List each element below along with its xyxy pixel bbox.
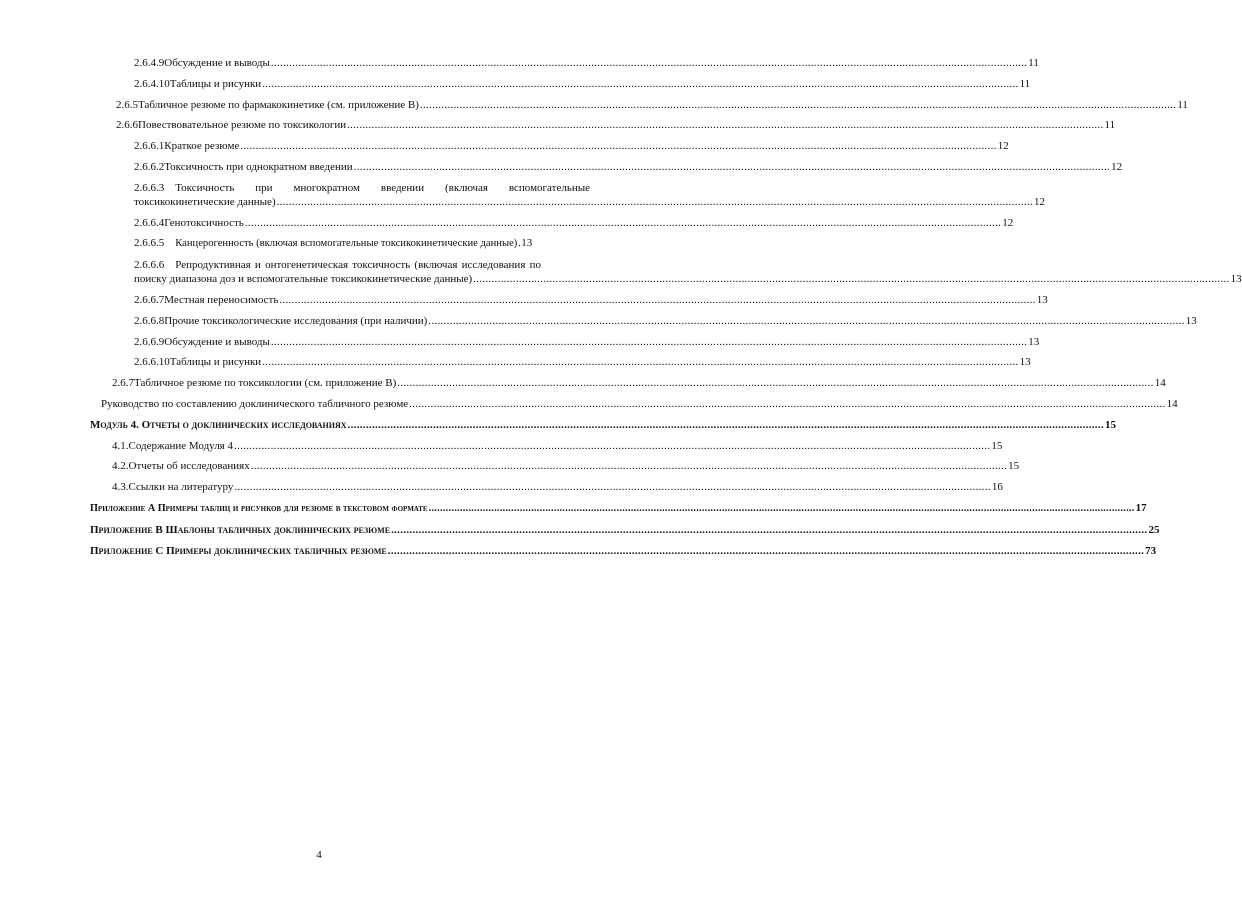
toc-number: 2.6.6.4 (134, 216, 165, 229)
leader-dots (262, 77, 1018, 91)
toc-number: 2.6.7 (112, 377, 134, 390)
toc-page: 14 (1166, 397, 1178, 410)
toc-title: Руководство по составлению доклинического табличного резюме (101, 397, 409, 410)
leader-dots (251, 459, 1007, 473)
toc-number: 2.6.4.9 (134, 57, 165, 69)
toc-page: 12 (1002, 216, 1014, 229)
toc-entry[interactable] (90, 139, 1009, 153)
toc-entry[interactable] (90, 118, 1116, 132)
toc-entry-appendix-b[interactable] (90, 523, 1160, 537)
toc-title: Отчеты об исследованиях (128, 460, 250, 473)
leader-dots (348, 418, 1104, 432)
toc-page: 13 (1230, 273, 1242, 286)
toc-page: 73 (1145, 544, 1157, 557)
toc-entry[interactable] (90, 236, 590, 251)
leader-dots (388, 544, 1144, 558)
toc-entry-appendix-a[interactable] (90, 501, 1147, 516)
toc-page: 11 (1104, 119, 1116, 132)
toc-entry[interactable] (90, 439, 1003, 453)
toc-page: 15 (991, 439, 1003, 452)
leader-dots (354, 160, 1110, 174)
toc-page: 15 (1008, 460, 1020, 473)
toc-number: 4.2. (112, 460, 129, 473)
toc-title: Табличное резюме по токсикологии (см. приложение В) (134, 377, 397, 390)
toc-entry[interactable] (90, 355, 1031, 369)
toc-number: 2.6.5 (116, 98, 138, 111)
toc-entry[interactable] (90, 459, 1020, 473)
toc-title: Прочие токсикологические исследования (при наличии) (164, 314, 428, 327)
toc-entry[interactable] (90, 216, 1014, 230)
leader-dots (391, 523, 1147, 537)
toc-entry[interactable] (90, 376, 1166, 390)
leader-dots (240, 139, 996, 153)
toc-number: 2.6.6.5 (134, 237, 165, 250)
toc-page: 16 (991, 481, 1003, 494)
toc-page: 13 (1028, 335, 1040, 348)
toc-number: 2.6.6.9 (134, 335, 165, 348)
toc-entry[interactable] (90, 293, 1048, 307)
leader-dots (409, 397, 1165, 411)
toc-page: 12 (1034, 195, 1046, 208)
leader-dots (420, 98, 1176, 112)
toc-title: Таблицы и рисунки (169, 77, 262, 90)
toc-number: 4.3. (112, 481, 129, 494)
toc-page: 12 (997, 140, 1009, 153)
toc-entry[interactable] (90, 335, 1040, 349)
toc-title: Обсуждение и выводы (164, 57, 270, 69)
toc-page: 13 (1036, 293, 1048, 306)
toc-number: 2.6.6 (116, 119, 138, 132)
toc-number: 2.6.6.1 (134, 140, 165, 153)
leader-dots (397, 376, 1153, 390)
toc-number: 2.6.6.10 (134, 356, 170, 369)
toc-entry[interactable] (90, 314, 1197, 328)
toc-number: 2.6.4.10 (134, 77, 170, 90)
toc-entry[interactable] (90, 397, 1178, 411)
leader-dots (277, 195, 1033, 209)
toc-page: 11 (1019, 77, 1031, 90)
toc-page: 25 (1148, 523, 1160, 536)
toc-number: 2.6.6.7 (134, 293, 165, 306)
toc-title-continued: токсикокинетические данные) (134, 195, 276, 208)
toc-entry[interactable] (90, 181, 1046, 209)
leader-dots (271, 335, 1027, 349)
toc-entry[interactable] (90, 160, 1123, 174)
leader-dots (245, 216, 1001, 230)
toc-title: Приложение С Примеры доклинических табличных резюме (90, 544, 387, 557)
toc-title: Приложение А Примеры таблиц и рисунков для резюме в текстовом формате (90, 502, 428, 514)
leader-dots (518, 236, 520, 250)
toc-entry[interactable] (90, 98, 1188, 112)
toc-title: Краткое резюме (164, 140, 240, 153)
toc-page: 17 (1135, 501, 1147, 514)
toc-page: 12 (1111, 160, 1123, 173)
toc-entry[interactable] (90, 258, 1242, 286)
toc-title: Обсуждение и выводы (164, 335, 270, 348)
toc-entry-appendix-c[interactable] (90, 544, 1157, 558)
leader-dots (428, 314, 1184, 328)
toc-title: Токсичность при однократном введении (164, 160, 353, 173)
leader-dots (262, 355, 1018, 369)
toc-entry[interactable] (90, 480, 1003, 494)
leader-dots (347, 118, 1103, 132)
toc-title: Репродуктивная и онтогенетическая токсичность (включая исследования по (175, 259, 542, 272)
toc-title: Местная переносимость (164, 293, 279, 306)
leader-dots (271, 56, 1027, 70)
toc-number: 2.6.6.3 (134, 181, 165, 194)
toc-title: Модуль 4. Отчеты о доклинических исследованиях (90, 418, 347, 431)
toc-title-continued: поиску диапазона доз и вспомогательные токсикокинетические данные) (134, 273, 473, 286)
leader-dots (279, 293, 1035, 307)
leader-dots (429, 502, 1135, 516)
toc-entry-module[interactable] (90, 418, 1116, 432)
toc-page: 13 (1185, 314, 1197, 327)
page-number: 4 (316, 849, 322, 861)
toc-page: 13 (1019, 356, 1031, 369)
toc-page: 11 (1028, 57, 1039, 69)
leader-dots (234, 439, 990, 453)
toc-page: 15 (1104, 418, 1116, 431)
toc-title: Приложение В Шаблоны табличных доклинических резюме (90, 523, 391, 536)
leader-dots (234, 480, 990, 494)
toc-number: 2.6.6.6 (134, 259, 165, 272)
toc-title: Содержание Модуля 4 (128, 439, 233, 452)
toc-number: 2.6.6.8 (134, 314, 165, 327)
toc-title: Токсичность при многократном введении (включая вспомогательные (175, 181, 590, 194)
toc-title: Канцерогенность (включая вспомогательные токсикокинетические данные) (175, 238, 518, 250)
toc-entry[interactable] (90, 77, 1031, 91)
toc-title: Повествовательное резюме по токсикологии (138, 119, 347, 132)
toc-page: 14 (1154, 377, 1166, 390)
leader-dots (473, 272, 1229, 286)
toc-entry[interactable] (90, 56, 1039, 70)
table-of-contents (90, 56, 1242, 564)
toc-page: 11 (1177, 98, 1188, 111)
toc-title: Ссылки на литературу (128, 481, 234, 494)
toc-number: 2.6.6.2 (134, 160, 165, 173)
toc-title: Генотоксичность (164, 216, 244, 229)
toc-number: 4.1. (112, 439, 129, 452)
toc-title: Табличное резюме по фармакокинетике (см. приложение В) (138, 98, 419, 111)
toc-page: 13 (521, 237, 533, 250)
toc-title: Таблицы и рисунки (169, 356, 262, 369)
